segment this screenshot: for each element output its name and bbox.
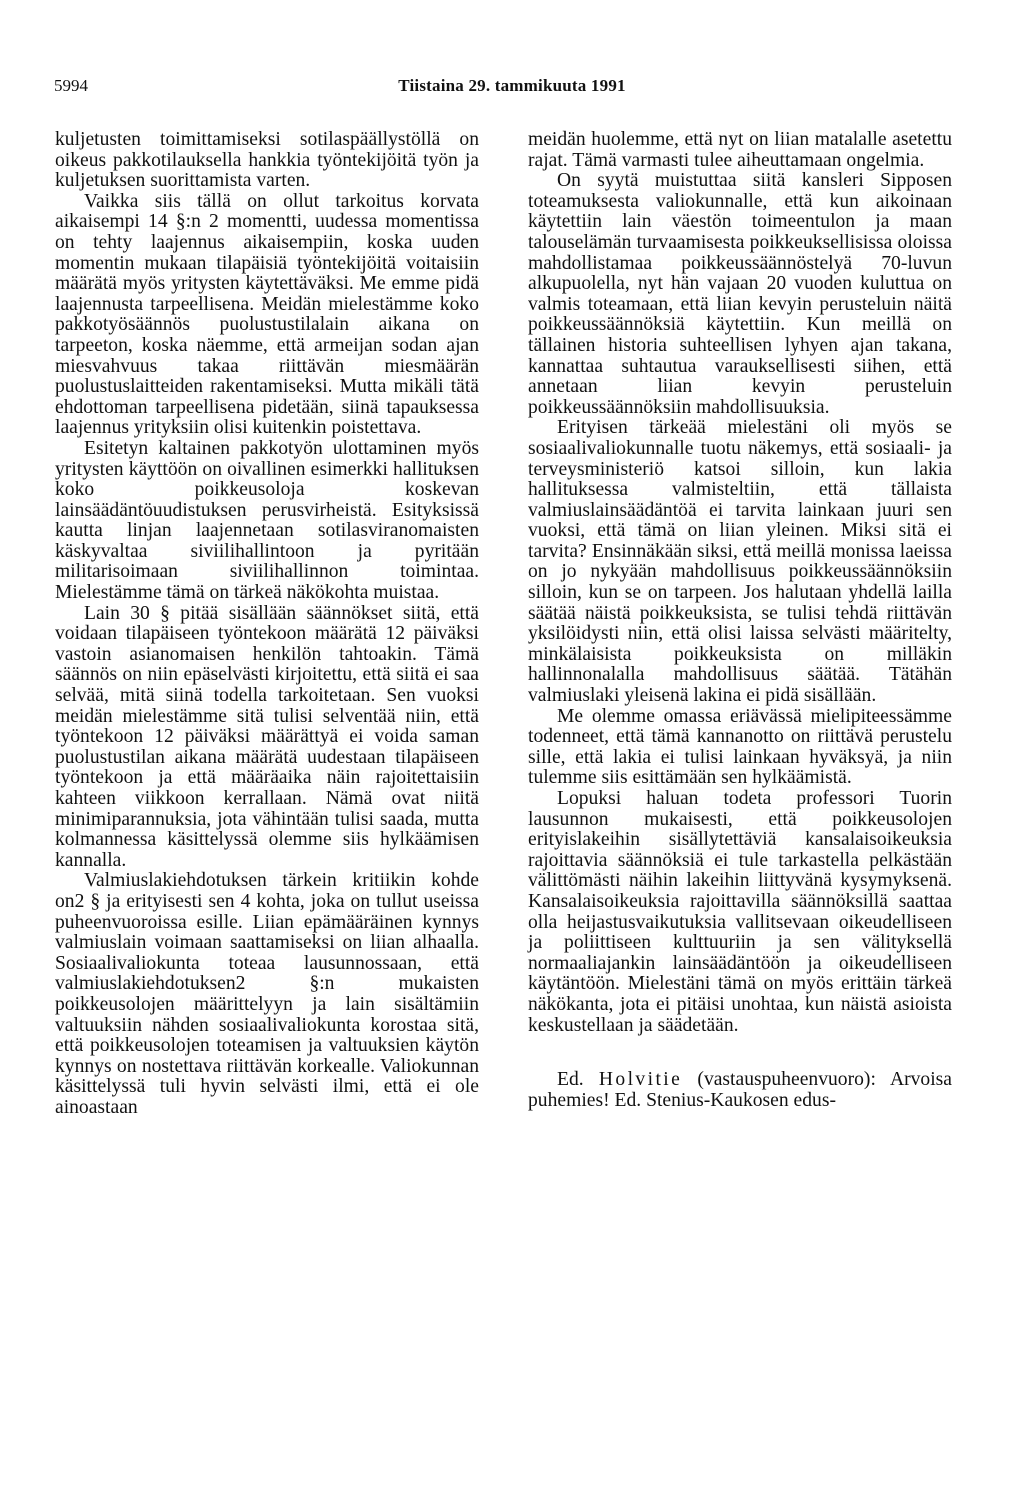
paragraph: Lopuksi haluan todeta professori Tuorin lausunnon mukaisesti, että poikkeusolojen erityislakeihin sisällytettäviä kansalaisoikeuksia rajoittavia säännöksiä ei tule tarkastella pelkästään välittömästi näihin lakeihin liittyvänä kysymyksenä. Kansalaisoikeuksia rajoittavilla säännöksillä saattaa olla heijastusvaikutuksia vallitsevaan oikeudelliseen ja poliittiseen kulttuuriin ja sen välityksellä normaaliajankin lainsäädäntöön ja oikeudelliseen käytäntöön. Mielestäni tämä on myös erittäin tärkeä näkökanta, jota ei pitäisi unohtaa, kun näistä asioista keskustellaan ja säädetään. — [528, 788, 952, 1036]
speaker-prefix: Ed. — [557, 1069, 599, 1091]
paragraph: Lain 30 § pitää sisällään säännökset siitä, että voidaan tilapäiseen työntekoon määrätä 12 päiväksi vastoin asianomaisen henkilön tahtoakin. Tämä säännös on niin epäselvästi kirjoitettu, että siitä ei saa selvää, mitä siinä todella tarkoitetaan. Sen vuoksi meidän mielestämme sitä tulisi selventää niin, että työntekoon 12 päiväksi määrättyä ei voida saman puolustustilan aikana määrätä uudestaan tilapäiseen työntekoon ja että määräaika näin rajoitettaisiin kahteen viikkoon kerrallaan. Nämä ovat niitä minimiparannuksia, jota vähintään tulisi saada, mutta kolmannessa käsittelyssä olemme siis hylkäämisen kannalla. — [55, 602, 479, 871]
paragraph: meidän huolemme, että nyt on liian matalalle asetettu rajat. Tämä varmasti tulee aiheuttamaan ongelmia. — [528, 129, 952, 171]
speaker-paragraph — [528, 1070, 952, 1111]
paragraph: Vaikka siis tällä on ollut tarkoitus korvata aikaisempi 14 §:n 2 momentti, uudessa momentissa on tehty laajennus aikaisempiin, koska uuden momentin mukaan tilapäisiä työntekijöitä voitaisiin määrätä myös yritysten käytettäväksi. Me emme pidä laajennusta tarpeellisena. Meidän mielestämme koko pakkotyösäännös puolustustilalain aikana on tarpeeton, koska näemme, että armeijan sodan ajan miesvahvuus takaa riittävän miesmäärän puolustuslaitteiden rakentamiseksi. Mutta mikäli tätä ehdottoman tarpeellisena pidetään, siinä tapauksessa laajennus yrityksiin olisi kuitenkin poistettava. — [55, 190, 479, 439]
speaker-name: Holvitie — [598, 1069, 683, 1091]
paragraph: Me olemme omassa eriävässä mielipiteessämme todenneet, että tämä kannanotto on riittävä perustelu sille, että lakia ei tulisi lainkaan hyväksyä, ja niin tulemme siis esittämään sen hylkäämistä. — [528, 705, 952, 789]
page-number: 5994 — [54, 76, 88, 95]
paragraph: On syytä muistuttaa siitä kansleri Sipposen toteamuksesta valiokunnalle, että kun aikoinaan käytettiin lain väestön toimeentulon ja maan talouselämän turvaamisesta poikkeuksellisissa oloissa mahdollistamaa poikkeussäännöstelyä 70-luvun alkupuolella, nyt hän vajaan 20 vuoden kuluttua on valmis toteamaan, että liian kevyin perusteluin näitä poikkeussäännöksiä käytettiin. Kun meillä on tällainen historia suhteellisen lyhyen ajan takana, kannattaa suhtautua varauksellisesti siihen, että annetaan liian kevyin perusteluin poikkeussäännöksiin mahdollisuuksia. — [528, 170, 952, 418]
running-title: Tiistaina 29. tammikuuta 1991 — [398, 76, 626, 95]
paragraph: kuljetusten toimittamiseksi sotilaspäällystöllä on oikeus pakkotilauksella hankkia työntekijöitä työn ja kuljetuksen suorittamista varten. — [55, 129, 479, 192]
paragraph: Valmiuslakiehdotuksen tärkein kritiikin kohde on2 § ja erityisesti sen 4 kohta, joka on tullut useissa puheenvuoroissa esille. Liian epämääräinen kynnys valmiuslain voimaan saattamiseksi on liian alhaalla. Sosiaalivaliokunta toteaa lausunnossaan, että valmiuslakiehdotuksen2 §:n mukaisten poikkeusolojen määrittelyyn ja lain sisältämiin valtuuksiin nähden sosiaalivaliokunta korostaa sitä, että poikkeusolojen toteamisen ja valtuuksien käytön kynnys on nostettava riittävän korkealle. Valiokunnan käsittelyssä tuli hyvin selvästi ilmi, että ei ole ainoastaan — [55, 870, 479, 1118]
right-column — [528, 130, 952, 1111]
paragraph: Esitetyn kaltainen pakkotyön ulottaminen myös yritysten käyttöön on oivallinen esimerkki hallituksen koko poikkeusoloja koskevan lainsäädäntöuudistuksen perusvirheistä. Esityksissä kautta linjan laajennetaan sotilasviranomaisten käskyvaltaa siviilihallintoon ja pyritään militarisoimaan siviilihallinnon toimintaa. Mielestämme tämä on tärkeä näkökohta muistaa. — [55, 437, 479, 604]
speaker-text: (vastauspuheenvuoro): Arvoisa puhemies! Ed. Stenius-Kaukosen edus- — [528, 1069, 952, 1111]
paragraph: Erityisen tärkeää mielestäni oli myös se sosiaalivaliokunnalle tuotu näkemys, että sosiaali- ja terveysministeriö katsoi silloin, kun lakia hallituksessa valmisteltiin, että tällaista valmiuslainsäädäntöä ei tarvita lainkaan juuri sen vuoksi, että tämä on liian yleinen. Miksi sitä ei tarvita? Ensinnäkään siksi, että meillä monissa laeissa on jo nykyään mahdollisuus poikkeussäännöksiin silloin, kun se on tarpeen. Jos halutaan yhdellä lailla säätää näistä poikkeuksista, se tulisi tehdä riittävän yksilöidysti niin, että olisi laissa selvästi määritelty, minkälaisista poikkeuksista on milläkin hallinnonalalla mahdollisuus säätää. Tätähän valmiuslaki yleisenä lakina ei pidä sisällään. — [528, 417, 952, 707]
page-header — [54, 76, 970, 100]
left-column — [55, 130, 479, 1119]
